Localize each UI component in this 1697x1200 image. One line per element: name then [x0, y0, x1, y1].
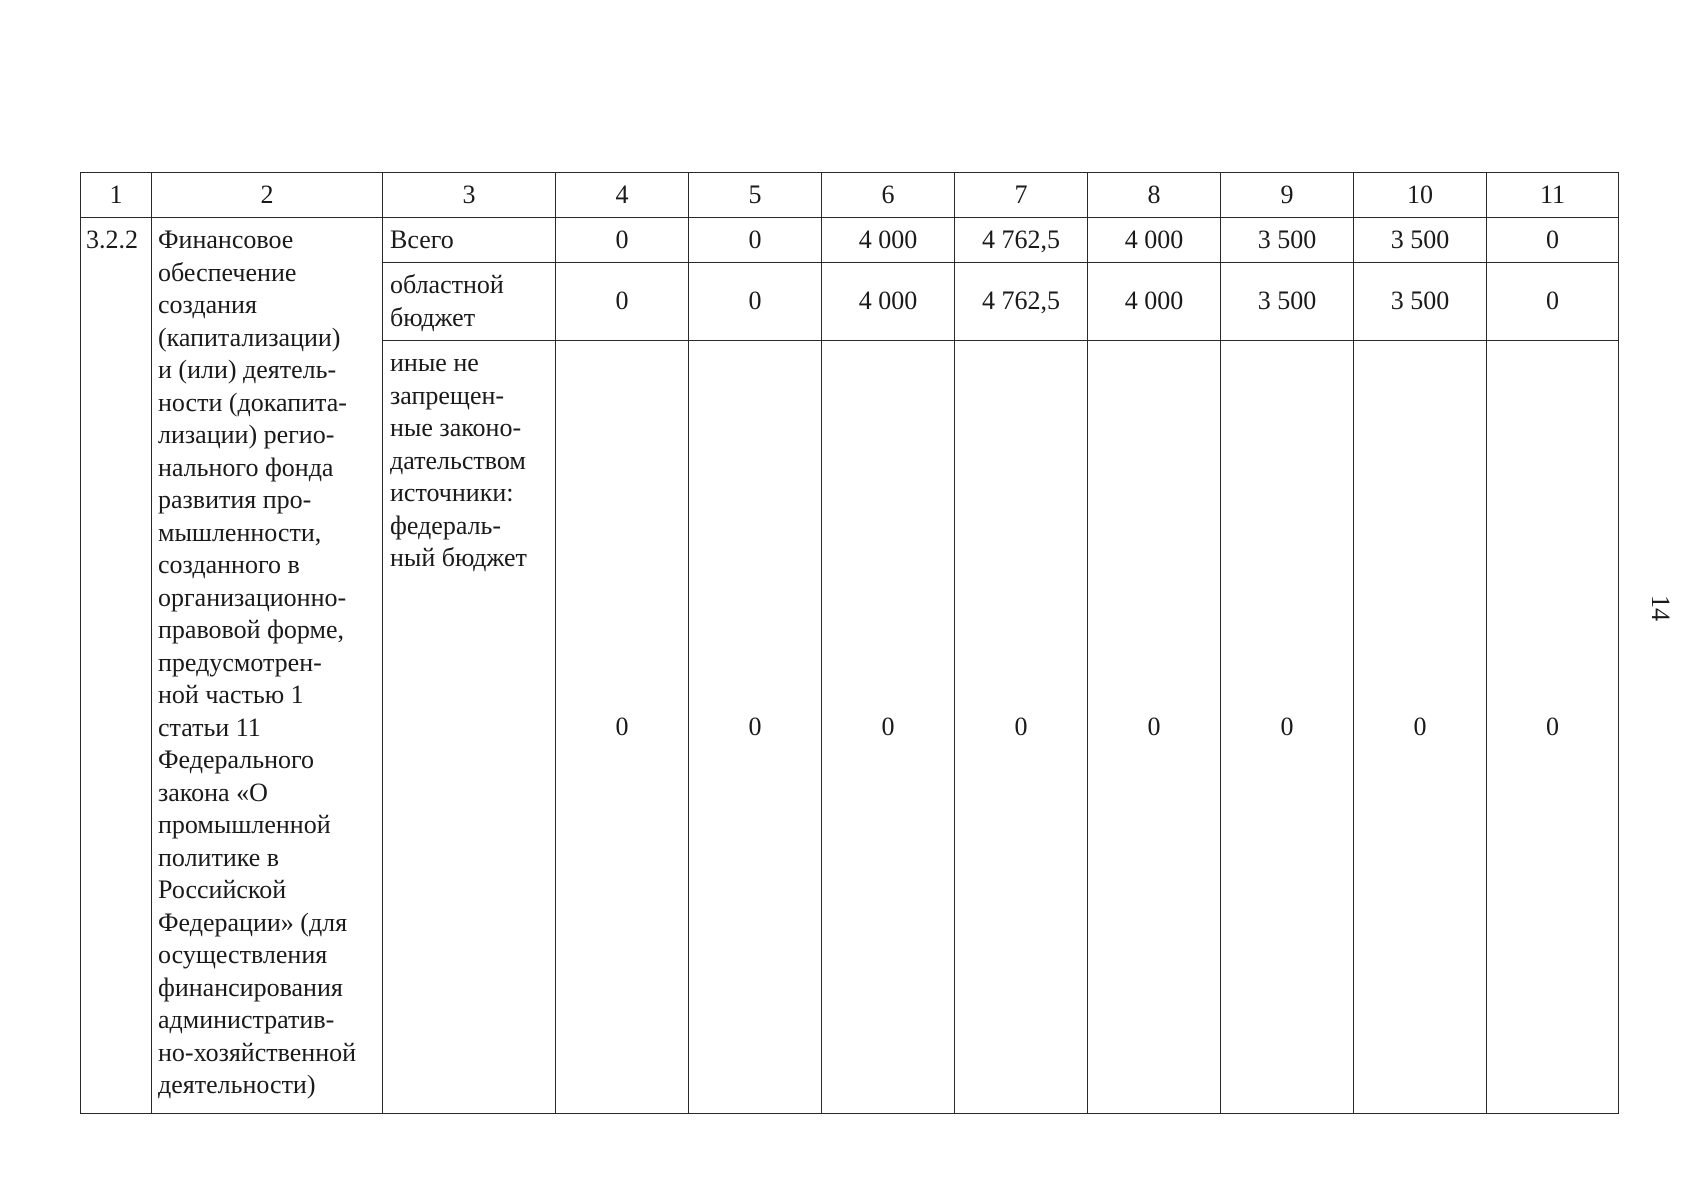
- value-cell: 4 000: [822, 263, 955, 341]
- value-cell: 4 762,5: [955, 263, 1088, 341]
- value-cell: 3 500: [1221, 263, 1354, 341]
- value-cell: 0: [1487, 218, 1619, 263]
- column-number-cell: 7: [955, 173, 1088, 218]
- value-cell: 0: [955, 341, 1088, 1114]
- column-number-cell: 5: [689, 173, 822, 218]
- item-name-line: предусмотрен-: [158, 647, 322, 677]
- value-cell: 0: [1354, 341, 1487, 1114]
- item-name-line: промышленной: [158, 810, 331, 839]
- item-name-line: Федерального: [158, 745, 315, 774]
- column-number-cell: 1: [81, 173, 152, 218]
- item-number-cell: 3.2.2: [81, 218, 152, 1114]
- item-name-line: Российской: [158, 875, 287, 904]
- value-cell: 4 000: [822, 218, 955, 263]
- column-number-cell: 10: [1354, 173, 1487, 218]
- funding-source-cell: [383, 341, 556, 1114]
- item-name-line: мышленности,: [158, 517, 322, 547]
- value-cell: 4 000: [1088, 218, 1221, 263]
- funding-source-line: ный бюджет: [390, 543, 527, 572]
- value-cell: 0: [556, 218, 689, 263]
- column-number-cell: 11: [1487, 173, 1619, 218]
- value-cell: 0: [1088, 341, 1221, 1114]
- funding-source-line: Всего: [390, 224, 454, 254]
- value-cell: 4 000: [1088, 263, 1221, 341]
- item-name-line: ности (докапита-: [158, 387, 347, 417]
- funding-source-line: запрещен-: [390, 380, 505, 410]
- column-number-cell: 6: [822, 173, 955, 218]
- value-cell: 0: [556, 263, 689, 341]
- value-cell: 0: [1487, 341, 1619, 1114]
- item-name-line: финансирования: [158, 972, 343, 1002]
- value-cell: 0: [822, 341, 955, 1114]
- item-name-line: созданного в: [158, 550, 300, 579]
- item-name-line: но-хозяйственной: [158, 1037, 357, 1067]
- item-name-line: (капитализации): [158, 322, 341, 352]
- item-name-line: политике в: [158, 842, 280, 872]
- value-cell: 4 762,5: [955, 218, 1088, 263]
- item-name-line: и (или) деятель-: [158, 355, 337, 384]
- funding-source-cell: [383, 218, 556, 263]
- column-number-cell: 8: [1088, 173, 1221, 218]
- value-cell: 0: [689, 263, 822, 341]
- funding-source-line: областной: [390, 270, 504, 299]
- column-number-cell: 9: [1221, 173, 1354, 218]
- item-name-line: ной частью 1: [158, 680, 304, 709]
- funding-source-line: иные не: [390, 348, 479, 377]
- item-name-line: создания: [158, 290, 257, 319]
- page-number: 14: [1646, 595, 1675, 621]
- funding-source-line: дательством: [390, 445, 526, 475]
- financing-table: [80, 172, 1619, 1114]
- column-number-cell: 3: [383, 173, 556, 218]
- item-name-line: развития про-: [158, 485, 312, 514]
- value-cell: 3 500: [1221, 218, 1354, 263]
- value-cell: 3 500: [1354, 263, 1487, 341]
- funding-source-line: ные законо-: [390, 413, 522, 442]
- item-name-line: закона «О: [158, 777, 268, 807]
- item-name-line: Финансовое: [158, 225, 294, 254]
- funding-source-line: источники:: [390, 478, 514, 507]
- column-number-cell: 4: [556, 173, 689, 218]
- item-name-line: деятельности): [158, 1070, 316, 1099]
- column-number-row: [81, 173, 1619, 218]
- funding-source-line: федераль-: [390, 510, 502, 540]
- item-name-line: статьи 11: [158, 712, 261, 742]
- item-name-line: Федерации» (для: [158, 907, 348, 937]
- funding-source-cell: [383, 263, 556, 341]
- value-cell: 3 500: [1354, 218, 1487, 263]
- item-name-line: организационно-: [158, 582, 347, 612]
- item-name-cell: [152, 218, 383, 1114]
- funding-source-line: бюджет: [390, 302, 476, 332]
- item-name-line: осуществления: [158, 940, 328, 969]
- item-name-line: обеспечение: [158, 257, 297, 287]
- item-name-line: правовой форме,: [158, 615, 345, 644]
- value-cell: 0: [689, 218, 822, 263]
- value-cell: 0: [1221, 341, 1354, 1114]
- value-cell: 0: [689, 341, 822, 1114]
- item-name-line: нального фонда: [158, 452, 334, 482]
- table-row-total: [81, 218, 1619, 263]
- column-number-cell: 2: [152, 173, 383, 218]
- item-name-line: лизации) регио-: [158, 420, 335, 449]
- value-cell: 0: [556, 341, 689, 1114]
- item-name-line: административ-: [158, 1005, 335, 1034]
- value-cell: 0: [1487, 263, 1619, 341]
